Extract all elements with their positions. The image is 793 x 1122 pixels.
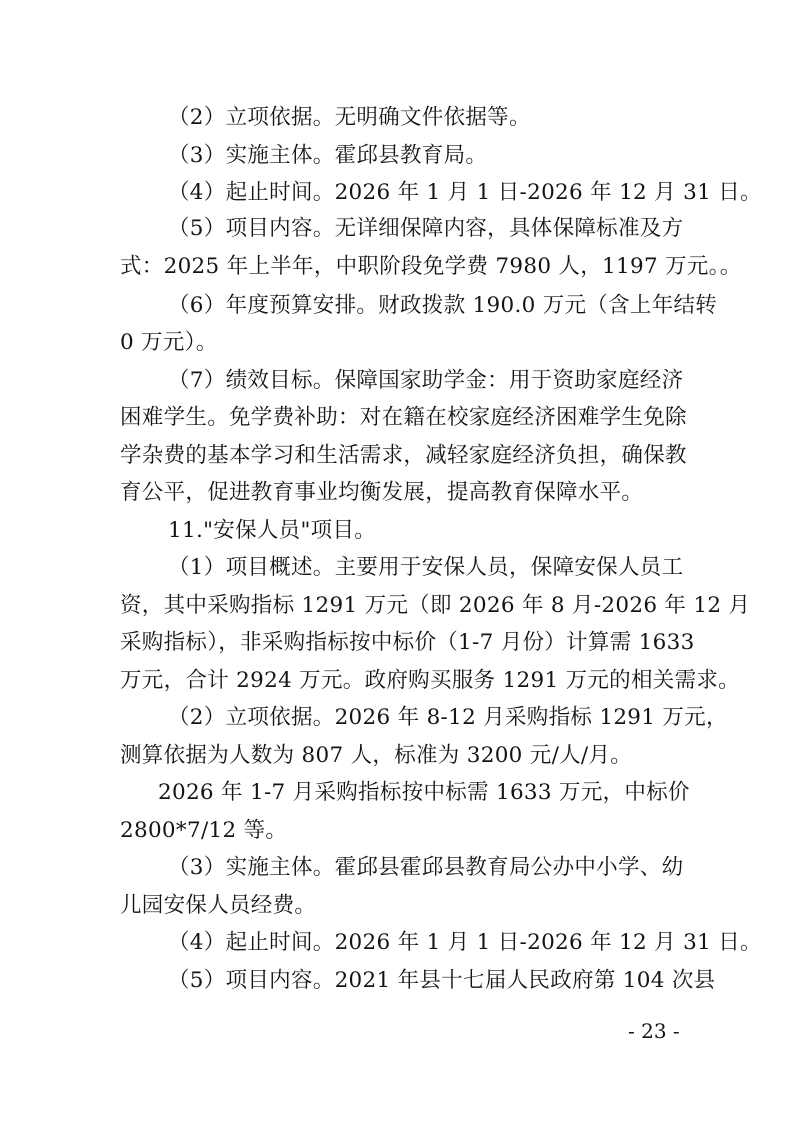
text-line-18: 测算依据为人数为 807 人，标准为 3200 元/人/月。 [120,743,633,768]
text-line-4: （5）项目内容。无详细保障内容，具体保障标准及方 [168,216,684,241]
text-line-15: 采购指标），非采购指标按中标价（1-7 月份）计算需 1633 [120,630,695,655]
text-line-17: （2）立项依据。2026 年 8-12 月采购指标 1291 万元， [168,705,728,730]
text-line-6: （6）年度预算安排。财政拨款 190.0 万元（含上年结转 [168,293,718,318]
page-number: - 23 - [628,1019,680,1043]
text-line-14: 资，其中采购指标 1291 万元（即 2026 年 8 月-2026 年 12 月 [120,593,751,618]
text-line-16: 万元，合计 2924 万元。政府购买服务 1291 万元的相关需求。 [120,668,740,693]
text-line-9: 困难学生。免学费补助：对在籍在校家庭经济困难学生免除 [120,405,687,430]
text-line-20: 2800*7/12 等。 [120,818,288,843]
text-line-8: （7）绩效目标。保障国家助学金：用于资助家庭经济 [168,368,684,393]
text-line-23: （4）起止时间。2026 年 1 月 1 日-2026 年 12 月 31 日。 [168,930,762,955]
text-line-22: 儿园安保人员经费。 [120,893,317,918]
text-line-13: （1）项目概述。主要用于安保人员，保障安保人员工 [168,555,684,580]
text-line-10: 学杂费的基本学习和生活需求，减轻家庭经济负担，确保教 [120,443,687,468]
text-line-3: （4）起止时间。2026 年 1 月 1 日-2026 年 12 月 31 日。 [168,180,762,205]
text-line-12: 11."安保人员"项目。 [168,518,377,543]
text-line-11: 育公平，促进教育事业均衡发展，提高教育保障水平。 [120,480,644,505]
text-line-21: （3）实施主体。霍邱县霍邱县教育局公办中小学、幼 [168,855,684,880]
text-line-7: 0 万元）。 [120,330,218,355]
text-line-19: 2026 年 1-7 月采购指标按中标需 1633 万元，中标价 [158,780,690,805]
text-line-1: （2）立项依据。无明确文件依据等。 [168,105,531,130]
text-line-2: （3）实施主体。霍邱县教育局。 [168,143,488,168]
text-line-24: （5）项目内容。2021 年县十七届人民政府第 104 次县 [168,968,716,993]
text-line-5: 式：2025 年上半年，中职阶段免学费 7980 人，1197 万元。。 [120,254,742,279]
